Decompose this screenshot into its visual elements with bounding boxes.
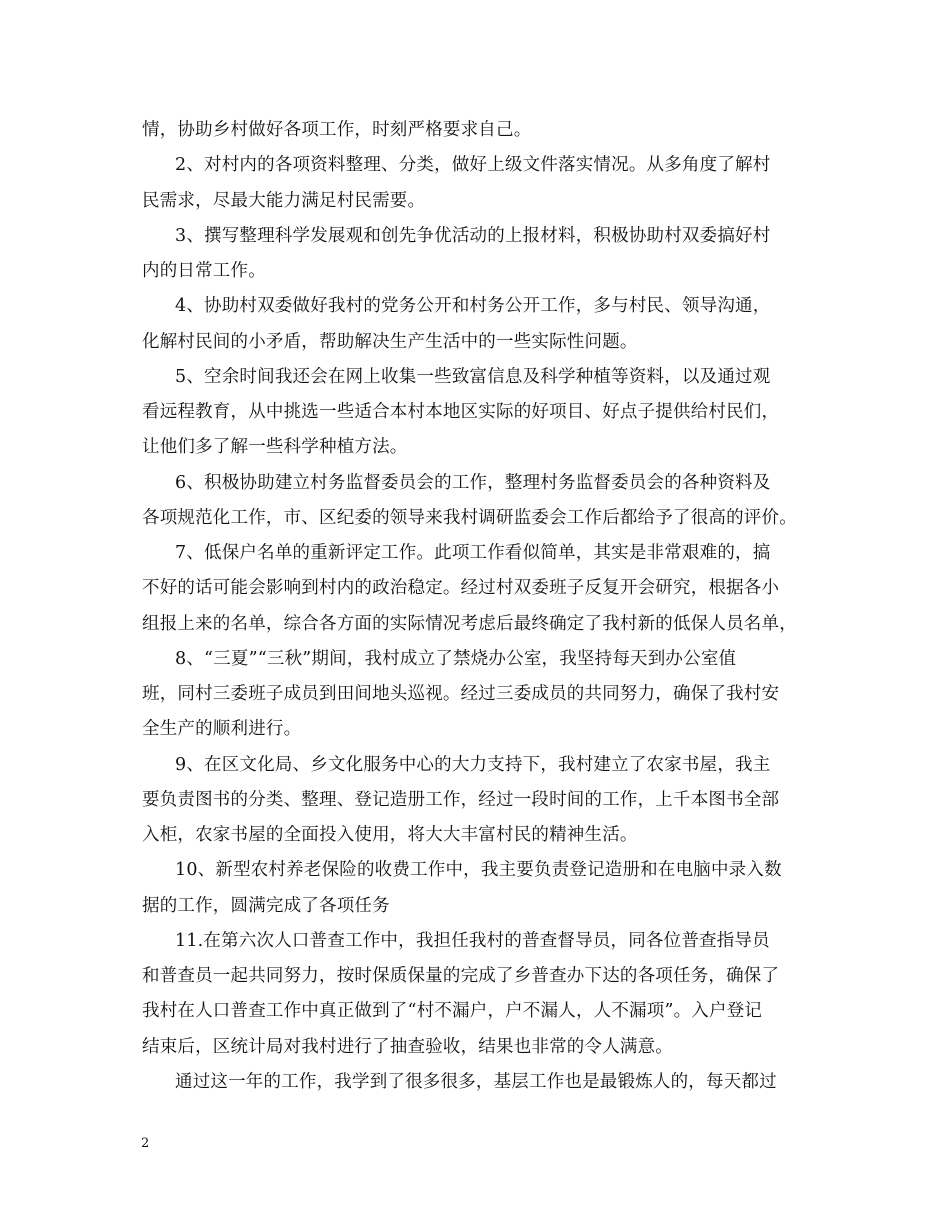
- text-line: 据的工作，圆满完成了各项任务: [142, 895, 390, 916]
- text-line: 让他们多了解一些科学种植方法。: [142, 437, 408, 458]
- page-number: 2: [141, 1136, 150, 1151]
- text-line: 7、低保户名单的重新评定工作。此项工作看似简单，其实是非常艰难的，搞: [175, 543, 771, 563]
- text-line: 和普查员一起共同努力，按时保质保量的完成了乡普查办下达的各项任务，确保了: [142, 966, 780, 986]
- text-line: 通过这一年的工作，我学到了很多很多，基层工作也是最锻炼人的，每天都过: [175, 1071, 777, 1092]
- text-line: 不好的话可能会影响到村内的政治稳定。经过村双委班子反复开会研究，根据各小: [142, 578, 780, 599]
- text-line: 5、空余时间我还会在网上收集一些致富信息及科学种植等资料，以及通过观: [175, 366, 771, 387]
- text-line: 9、在区文化局、乡文化服务中心的大力支持下，我村建立了农家书屋，我主: [175, 754, 771, 775]
- text-line: 8、“三夏”“三秋”期间，我村成立了禁烧办公室，我坚持每天到办公室值: [175, 648, 737, 669]
- text-line: 各项规范化工作，市、区纪委的领导来我村调研监委会工作后都给予了很高的评价。: [142, 507, 797, 528]
- text-line: 3、撰写整理科学发展观和创先争优活动的上报材料，积极协助村双委搞好村: [175, 225, 771, 246]
- text-line: 2、对村内的各项资料整理、分类，做好上级文件落实情况。从多角度了解村: [175, 155, 771, 176]
- text-line: 10、新型农村养老保险的收费工作中，我主要负责登记造册和在电脑中录入数: [175, 860, 782, 881]
- text-line: 内的日常工作。: [142, 261, 266, 281]
- text-line: 6、积极协助建立村务监督委员会的工作，整理村务监督委员会的各种资料及: [175, 472, 771, 493]
- text-line: 全生产的顺利进行。: [142, 719, 302, 740]
- text-line: 情，协助乡村做好各项工作，时刻严格要求自己。: [142, 120, 532, 140]
- text-line: 我村在人口普查工作中真正做到了“村不漏户，户不漏人，人不漏项”。入户登记: [142, 1001, 763, 1022]
- text-line: 民需求，尽最大能力满足村民需要。: [142, 190, 426, 211]
- text-line: 班，同村三委班子成员到田间地头巡视。经过三委成员的共同努力，确保了我村安: [142, 684, 780, 704]
- body-text: [142, 113, 832, 1100]
- text-line: 看远程教育，从中挑选一些适合本村本地区实际的好项目、好点子提供给村民们，: [142, 402, 780, 422]
- text-line: 入柜，农家书屋的全面投入使用，将大大丰富村民的精神生活。: [142, 825, 638, 845]
- text-line: 11.在第六次人口普查工作中，我担任我村的普查督导员，同各位普查指导员: [175, 930, 770, 951]
- text-line: 4、协助村双委做好我村的党务公开和村务公开工作，多与村民、领导沟通，: [175, 296, 771, 317]
- text-line: 化解村民间的小矛盾，帮助解决生产生活中的一些实际性问题。: [142, 331, 638, 352]
- text-line: 结束后，区统计局对我村进行了抽查验收，结果也非常的令人满意。: [142, 1036, 673, 1057]
- text-line: 组报上来的名单，综合各方面的实际情况考虑后最终确定了我村新的低保人员名单，: [142, 613, 797, 634]
- text-line: 要负责图书的分类、整理、登记造册工作，经过一段时间的工作，上千本图书全部: [142, 789, 780, 810]
